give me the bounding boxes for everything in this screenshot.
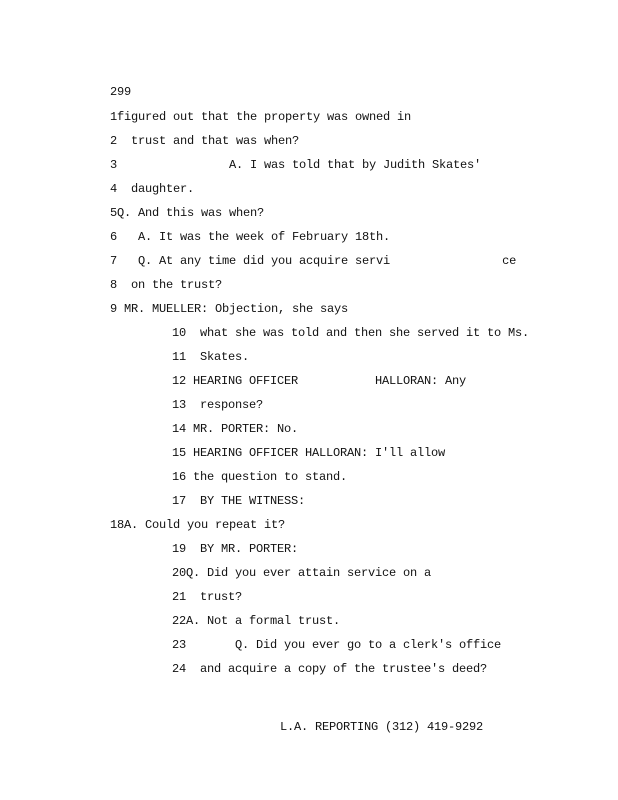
transcript-line-5: 5Q. And this was when? <box>110 206 265 220</box>
transcript-line-24: 24 and acquire a copy of the trustee's deed? <box>172 662 488 676</box>
transcript-line-21: 21 trust? <box>172 590 243 604</box>
transcript-line-12: 12 HEARING OFFICER HALLORAN: Any <box>172 374 467 388</box>
transcript-line-14: 14 MR. PORTER: No. <box>172 422 299 436</box>
transcript-line-8: 8 on the trust? <box>110 278 223 292</box>
transcript-line-16: 16 the question to stand. <box>172 470 348 484</box>
transcript-line-6: 6 A. It was the week of February 18th. <box>110 230 391 244</box>
transcript-line-3: 3 A. I was told that by Judith Skates' <box>110 158 482 172</box>
transcript-line-19: 19 BY MR. PORTER: <box>172 542 299 556</box>
transcript-line-11: 11 Skates. <box>172 350 250 364</box>
transcript-line-18: 18A. Could you repeat it? <box>110 518 286 532</box>
footer-reporting-line: L.A. REPORTING (312) 419-9292 <box>280 720 484 734</box>
transcript-line-1: 1figured out that the property was owned in <box>110 110 412 124</box>
transcript-line-7: 7 Q. At any time did you acquire servi ce <box>110 254 517 268</box>
page-number: 299 <box>110 85 132 99</box>
transcript-line-17: 17 BY THE WITNESS: <box>172 494 306 508</box>
transcript-line-13: 13 response? <box>172 398 264 412</box>
transcript-line-10: 10 what she was told and then she served it to Ms. <box>172 326 530 340</box>
transcript-line-9: 9 MR. MUELLER: Objection, she says <box>110 302 349 316</box>
transcript-line-22: 22A. Not a formal trust. <box>172 614 341 628</box>
transcript-line-23: 23 Q. Did you ever go to a clerk's office <box>172 638 502 652</box>
transcript-line-20: 20Q. Did you ever attain service on a <box>172 566 432 580</box>
transcript-line-4: 4 daughter. <box>110 182 195 196</box>
transcript-line-15: 15 HEARING OFFICER HALLORAN: I'll allow <box>172 446 446 460</box>
transcript-line-2: 2 trust and that was when? <box>110 134 300 148</box>
